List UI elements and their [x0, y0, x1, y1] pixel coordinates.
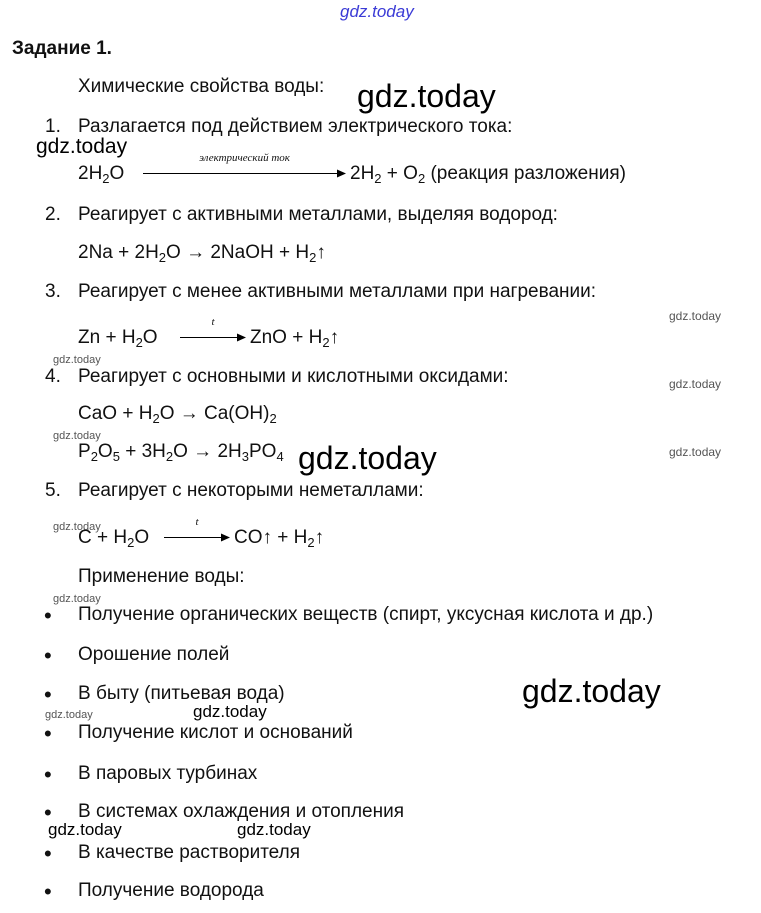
- property-item: Реагирует с основными и кислотными оксидами:: [78, 366, 509, 387]
- item-number: 3.: [45, 281, 61, 302]
- bullet: •: [44, 682, 52, 707]
- reaction-arrow: электрический ток: [143, 166, 346, 180]
- properties-heading: Химические свойства воды:: [78, 76, 325, 97]
- equation-4: CaO + $H_2O \to Ca(OH)_2$: [78, 403, 277, 426]
- equation-2: $2Na + 2H_2O$ → 2NaOH + $H_2↑$: [78, 242, 326, 265]
- bullet: •: [44, 762, 52, 787]
- bullet: •: [44, 721, 52, 746]
- bullet: •: [44, 643, 52, 668]
- item-number: 1.: [45, 116, 61, 137]
- usage-item: В системах охлаждения и отопления: [78, 801, 405, 822]
- usage-item: В качестве растворителя: [78, 842, 300, 863]
- usage-item: Получение органических веществ (спирт, уксусная кислота и др.): [78, 604, 654, 625]
- watermark: gdz.today: [357, 78, 496, 114]
- equation-3-right: ZnO + $H_2↑$: [250, 327, 340, 350]
- item-number: 2.: [45, 204, 61, 225]
- watermark: gdz.today: [298, 440, 437, 476]
- item-number: 5.: [45, 480, 61, 501]
- equation-6-left: $C + H_2O$: [78, 527, 150, 550]
- usage-item: Получение кислот и оснований: [78, 722, 353, 743]
- watermark: gdz.today: [522, 673, 661, 709]
- bullet: •: [44, 603, 52, 628]
- watermark: gdz.today: [193, 702, 267, 721]
- usage-heading: Применение воды:: [78, 566, 245, 587]
- usage-item: В быту (питьевая вода): [78, 683, 285, 704]
- watermark: gdz.today: [340, 2, 414, 21]
- watermark: gdz.today: [53, 593, 101, 605]
- equation-1-right: $2H_2 + O_2$ (реакция разложения): [350, 163, 626, 186]
- bullet: •: [44, 879, 52, 904]
- property-item: Реагирует с некоторыми неметаллами:: [78, 480, 424, 501]
- reaction-arrow: t: [164, 530, 230, 544]
- watermark: gdz.today: [53, 521, 101, 533]
- item-number: 4.: [45, 366, 61, 387]
- equation-5: $P_2O_5 + 3H_2O \to 2H_3PO_4$: [78, 441, 284, 464]
- equation-1-left: $2H_2O$: [78, 163, 125, 186]
- property-item: Разлагается под действием электрического тока:: [78, 116, 513, 137]
- reaction-arrow: t: [180, 330, 246, 344]
- usage-item: В паровых турбинах: [78, 763, 258, 784]
- bullet: •: [44, 841, 52, 866]
- watermark: gdz.today: [669, 377, 722, 391]
- watermark: gdz.today: [48, 820, 122, 839]
- watermark: gdz.today: [669, 445, 722, 459]
- watermark: gdz.today: [45, 709, 93, 721]
- task-title: Задание 1.: [12, 38, 112, 59]
- watermark: gdz.today: [53, 354, 101, 366]
- usage-item: Получение водорода: [78, 880, 264, 901]
- watermark: gdz.today: [36, 135, 128, 158]
- property-item: Реагирует с активными металлами, выделяя водород:: [78, 204, 558, 225]
- property-item: Реагирует с менее активными металлами при нагревании:: [78, 281, 597, 302]
- watermark: gdz.today: [669, 309, 722, 323]
- usage-item: Орошение полей: [78, 644, 230, 665]
- equation-3-left: $Zn + H_2O$: [78, 327, 158, 350]
- watermark: gdz.today: [53, 430, 101, 442]
- watermark: gdz.today: [237, 820, 311, 839]
- bullet: •: [44, 800, 52, 825]
- equation-6-right: CO↑ + $H_2↑$: [234, 527, 325, 550]
